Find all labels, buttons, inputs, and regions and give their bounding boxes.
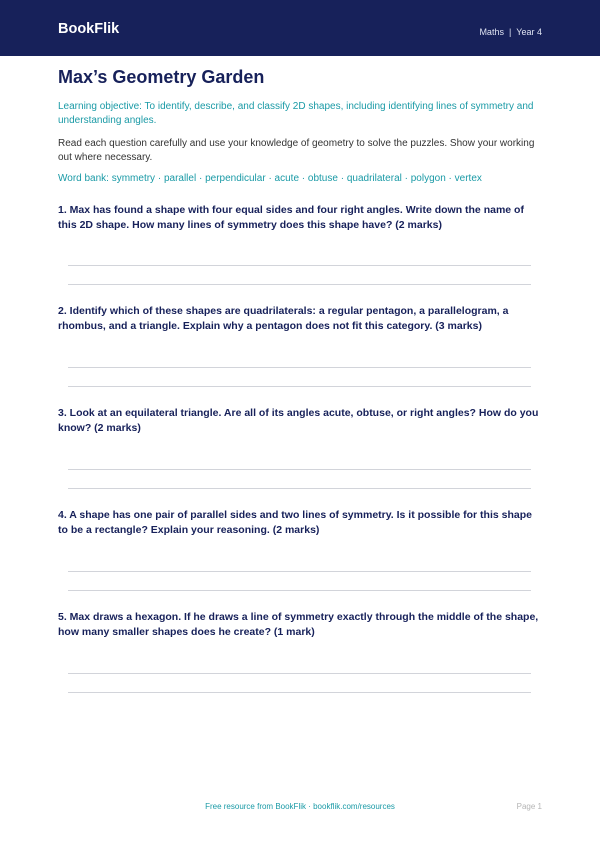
learning-objective: Learning objective: To identify, describe, and classify 2D shapes, including identifying lines of symmetry and understanding angles. [58,101,534,126]
answer-line[interactable] [68,488,531,489]
answer-line[interactable] [68,367,531,368]
year-label: Year 4 [516,27,542,37]
answer-line[interactable] [68,386,531,387]
question-4: 4. A shape has one pair of parallel sides and two lines of symmetry. Is it possible for this shape to be a rectangle? Explain your reasoning. (2 marks) [58,509,532,536]
instructions-text: Read each question carefully and use your knowledge of geometry to solve the puzzles. Show your working out where necessary. [58,138,535,163]
page-header [0,0,600,56]
worksheet-title: Max’s Geometry Garden [58,67,265,87]
meta-separator: | [508,27,512,37]
subject-label: Maths [479,27,504,37]
answer-line[interactable] [68,284,531,285]
word-bank: Word bank: symmetry · parallel · perpendicular · acute · obtuse · quadrilateral · polygon · vertex [58,173,482,184]
subject-year [479,28,542,37]
answer-line[interactable] [68,469,531,470]
footer-text[interactable]: Free resource from BookFlik · bookflik.com/resources [205,802,395,811]
question-2: 2. Identify which of these shapes are quadrilaterals: a regular pentagon, a parallelogram, a rhombus, and a triangle. Explain why a pentagon does not fit this category. (3 marks) [58,305,509,332]
question-3: 3. Look at an equilateral triangle. Are all of its angles acute, obtuse, or right angles? How do you know? (2 marks) [58,407,539,434]
brand-logo[interactable]: BookFlik [58,21,120,37]
question-1: 1. Max has found a shape with four equal sides and four right angles. Write down the name of this 2D shape. How many lines of symmetry does this shape have? (2 marks) [58,204,524,231]
answer-line[interactable] [68,265,531,266]
answer-line[interactable] [68,571,531,572]
question-5: 5. Max draws a hexagon. If he draws a line of symmetry exactly through the middle of the shape, how many smaller shapes does he create? (1 mark) [58,611,539,638]
answer-line[interactable] [68,590,531,591]
page-number: Page 1 [516,802,542,811]
answer-line[interactable] [68,673,531,674]
answer-line[interactable] [68,692,531,693]
